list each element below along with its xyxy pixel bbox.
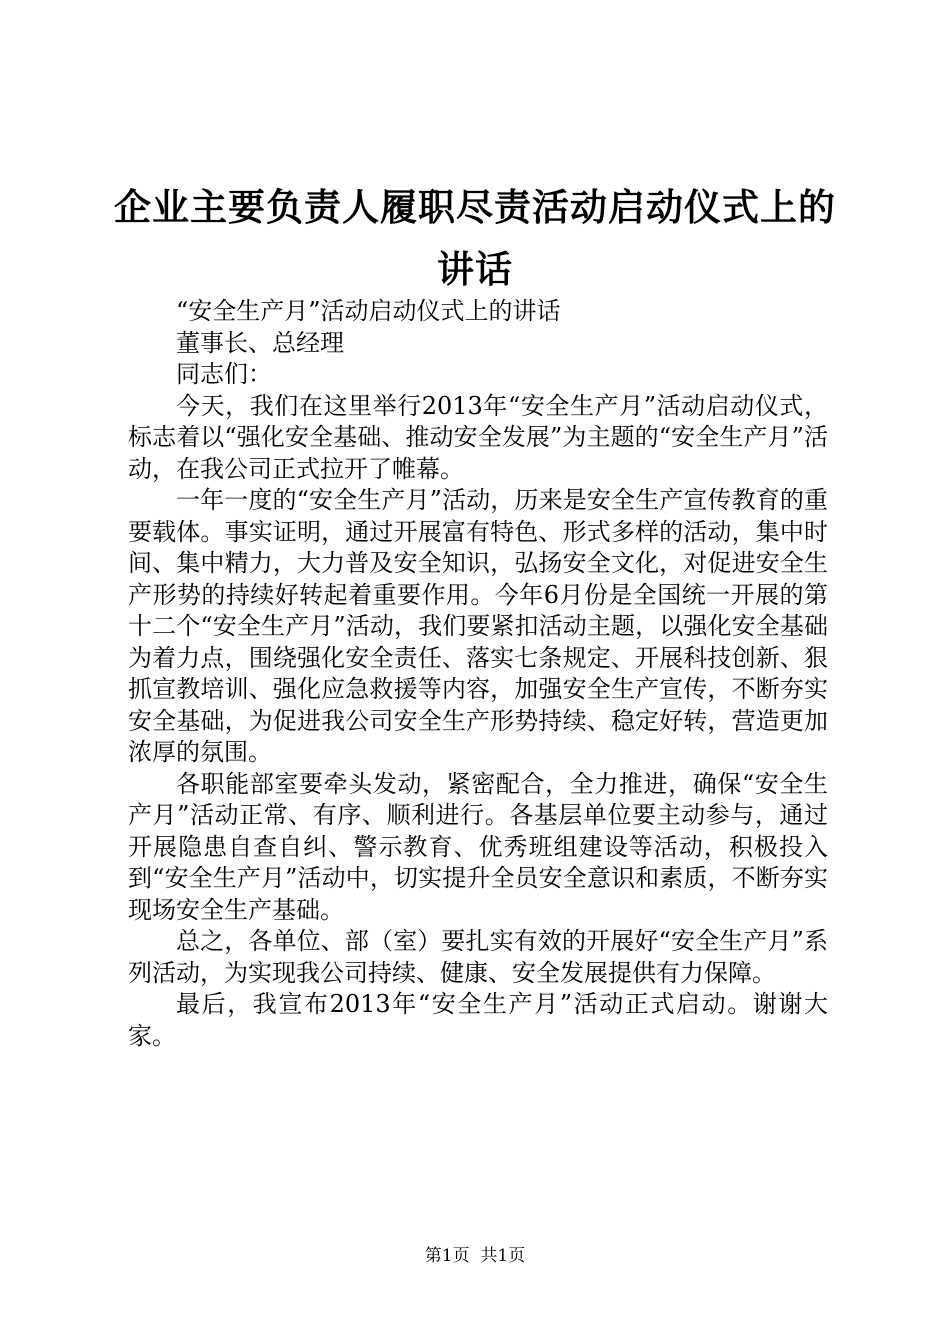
- page-number: 第1页 共1页: [424, 1246, 526, 1266]
- audience-line: 董事长、总经理: [176, 328, 344, 357]
- body-paragraph: 今天，我们在这里举行2013年“安全生产月”活动启动仪式，标志着以“强化安全基础、推动安全发展”为主题的“安全生产月”活动，在我公司正式拉开了帷幕。: [128, 391, 828, 483]
- speech-heading: “安全生产月”活动启动仪式上的讲话: [176, 297, 561, 325]
- body-paragraph: 一年一度的“安全生产月”活动，历来是安全生产宣传教育的重要载体。事实证明，通过开展富有特色、形式多样的活动，集中时间、集中精力，大力普及安全知识，弘扬安全文化，对促进安全生产形势的持续好转起着重要作用。今年6月份是全国统一开展的第十二个“安全生产月”活动，我们要紧扣活动主题，以强化安全基础为着力点，围绕强化安全责任、落实七条规定、开展科技创新、狠抓宣教培训、强化应急救援等内容，加强安全生产宣传，不断夯实安全基础，为促进我公司安全生产形势持续、稳定好转，营造更加浓厚的氛围。: [128, 486, 828, 766]
- closing-paragraph: 最后，我宣布2013年“安全生产月”活动正式启动。谢谢大家。: [128, 990, 828, 1050]
- body-paragraph: 总之，各单位、部（室）要扎实有效的开展好“安全生产月”系列活动，为实现我公司持续、健康、安全发展提供有力保障。: [128, 927, 828, 987]
- salutation: 同志们：: [176, 360, 272, 388]
- document-title: 企业主要负责人履职尽责活动启动仪式上的讲话: [114, 185, 836, 291]
- body-paragraph: 各职能部室要牵头发动，紧密配合，全力推进，确保“安全生产月”活动正常、有序、顺利进行。各基层单位要主动参与，通过开展隐患自查自纠、警示教育、优秀班组建设等活动，积极投入到“安全生产月”活动中，切实提升全员安全意识和素质，不断夯实现场安全生产基础。: [128, 769, 828, 924]
- document-body: [128, 296, 828, 1052]
